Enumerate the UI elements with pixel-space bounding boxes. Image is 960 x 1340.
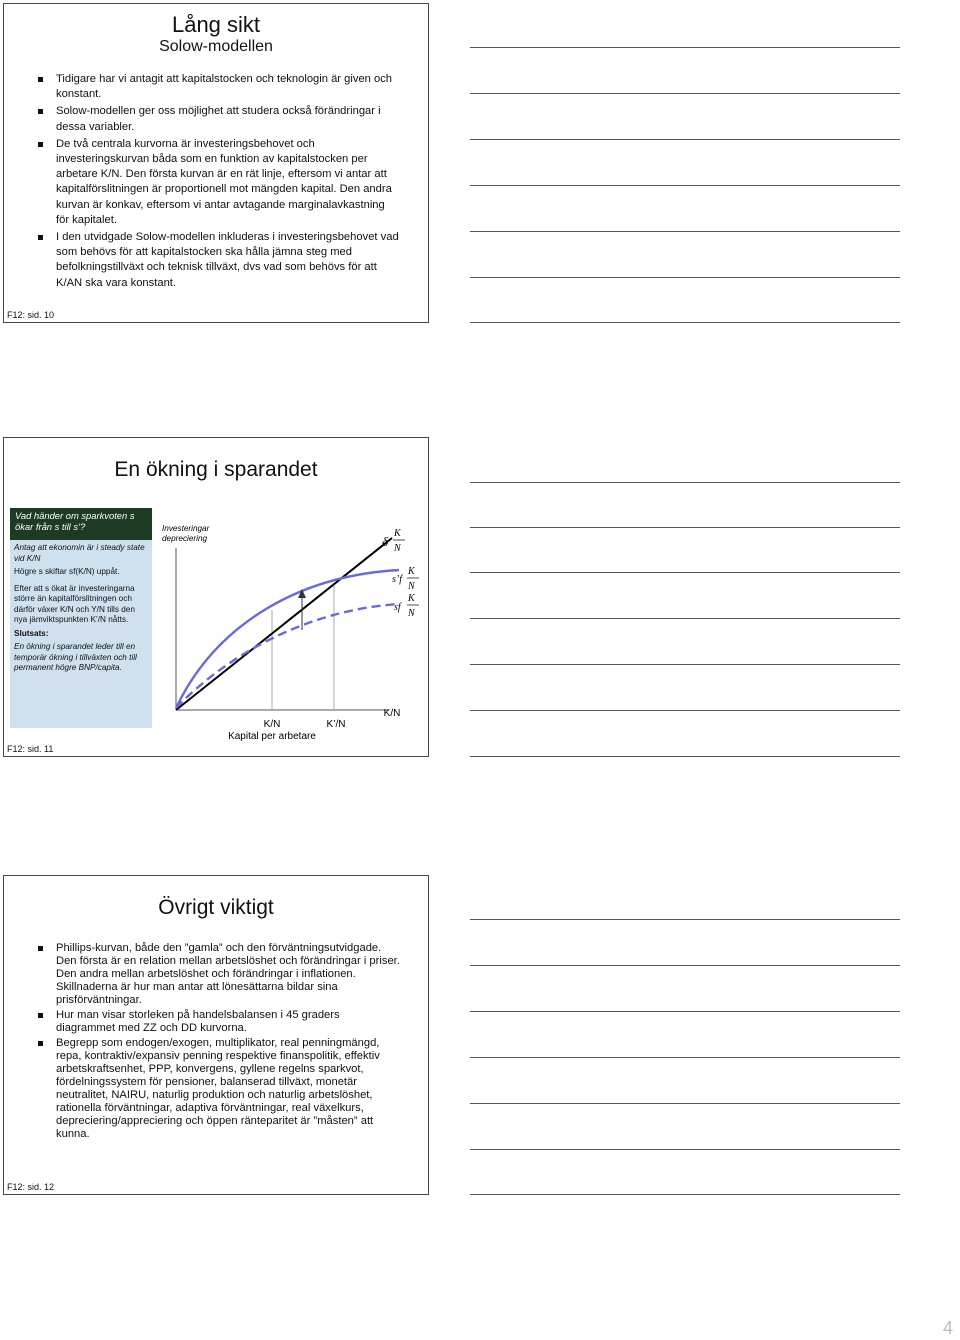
sprime-f-label: s’f [392, 574, 402, 585]
sidebar-text: En ökning i sparandet leder till en temporär ökning i tillväxten och till permanent högre BNP/capita. [14, 642, 137, 672]
sidebar-text: Efter att s ökat är investeringarna större än kapitalförslitningen och därför växer K/N och Y/N tills den nya jämviktspunkten K’/N nåtts. [14, 583, 135, 624]
slide-title: En ökning i sparandet [114, 458, 318, 481]
sidebar-text: Högre s skiftar sf(K/N) uppåt. [14, 567, 120, 576]
slide-lang-sikt [3, 3, 429, 323]
slide-okning-sparandet [3, 437, 429, 757]
slide-footer: F12: sid. 12 [7, 1182, 55, 1192]
frac-num: K [394, 528, 401, 539]
slide-title: Lång sikt [171, 12, 261, 37]
sidebar-box [10, 508, 152, 728]
curve-labels [378, 526, 430, 626]
bullet-item: Begrepp som endogen/exogen, multiplikator, real penningmängd, repa, kontraktiv/expansiv penning respektive finanspolitik, effektiv arbetskraftsenhet, PPP, konvergens, gyllene regelns sparkvot, fördelningssystem för pensioner, balanserad tillväxt, monetär neutralitet, NAIRU, naturlig produktion och naturlig arbetslöshet, rationella förväntningar, adaptiva förväntningar, real växelkurs, depreciering/appreciering och öppen ränteparitet är ”måsten” att kunna. [34, 1037, 400, 1141]
delta-label: δ [382, 534, 389, 549]
x-axis-label: Kapital per arbetare [228, 731, 316, 742]
bullet-list [34, 72, 400, 293]
frac-den: N [408, 608, 415, 619]
bullet-item: De två centrala kurvorna är investeringsbehovet och investeringskurvan båda som en funktion av kapitalstocken per arbetare K/N. Den första kurvan är en rät linje, eftersom vi antar att kapitalförslitningen är proportionell mot mängden kapital. Den andra kurvan är konkav, eftersom vi antar avtagande marginalavkastning för kapitalet. [34, 137, 400, 228]
frac-den: N [408, 581, 415, 592]
bullet-list [34, 942, 400, 1143]
frac-num: K [408, 593, 415, 604]
bullet-item: I den utvidgade Solow-modellen inkluderas i investeringsbehovet vad som behövs för att kapitalstocken ska hålla jämna steg med befolkningstillväxt och teknisk tillväxt, dvs vad som behövs för att K/AN ska vara konstant. [34, 230, 400, 291]
sf-label: sf [394, 602, 401, 613]
frac-num: K [408, 566, 415, 577]
page-number: 4 [943, 1318, 954, 1338]
sprime-f-curve [176, 570, 399, 708]
slide-ovrigt-viktigt [3, 875, 429, 1195]
slide-title: Övrigt viktigt [158, 896, 274, 919]
slide-subtitle: Solow-modellen [159, 38, 273, 55]
bullet-item: Phillips-kurvan, både den ”gamla” och den förväntningsutvidgade. Den första är en relation mellan arbetslöshet och förändringar i priser. Den andra mellan arbetslöshet och förändringar i inflationen. Skillnaderna är hur man antar att lönesättarna bildar sina prisförväntningar. [34, 942, 400, 1007]
y-axis-label: depreciering [162, 534, 208, 543]
axis-end-label: K/N [383, 708, 401, 719]
y-axis-label: Investeringar [162, 524, 210, 533]
bullet-item: Tidigare har vi antagit att kapitalstocken och teknologin är given och konstant. [34, 72, 400, 102]
sidebar-text: Antag att ekonomin är i steady state vid K/N [14, 543, 145, 563]
sidebar-conclusion-label: Slutsats: [14, 628, 49, 638]
bullet-item: Hur man visar storleken på handelsbalansen i 45 graders diagrammet med ZZ och DD kurvorna. [34, 1009, 400, 1035]
frac-den: N [394, 543, 401, 554]
sidebar-heading: Vad händer om sparkvoten s ökar från s till s’? [10, 508, 152, 540]
tick-kn: K/N [263, 719, 281, 730]
tick-kpn: K’/N [326, 719, 346, 730]
depreciation-line [176, 538, 392, 710]
bullet-item: Solow-modellen ger oss möjlighet att studera också förändringar i dessa variabler. [34, 104, 400, 134]
slide-footer: F12: sid. 10 [7, 310, 55, 320]
slide-footer: F12: sid. 11 [7, 744, 54, 754]
